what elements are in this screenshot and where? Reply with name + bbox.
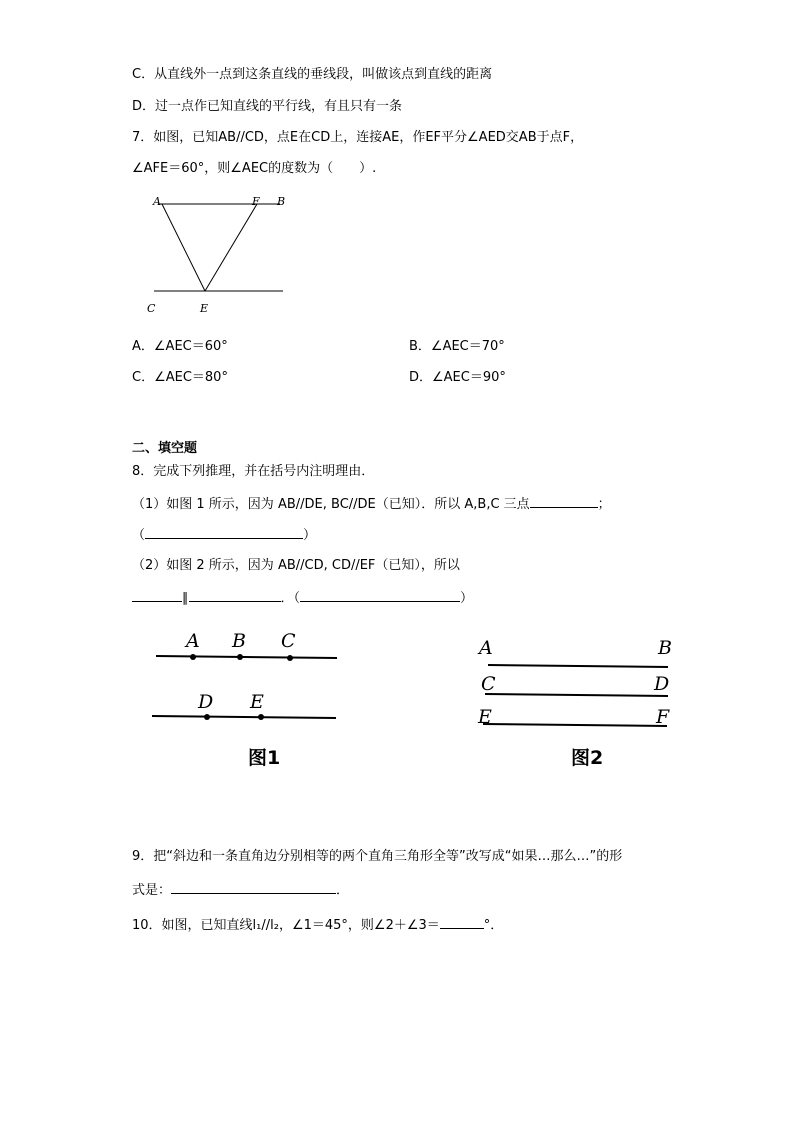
- fig2-label-e: E: [478, 706, 492, 728]
- question-8-part1: [132, 494, 611, 514]
- question-10: [132, 915, 503, 935]
- question-7-stem: 7．如图，已知AB//CD，点E在CD上，连接AE，作EF平分∠AED交AB于点F，: [132, 130, 584, 145]
- q9-blank[interactable]: [171, 880, 336, 894]
- line-ef-fig2: [483, 724, 667, 726]
- label-a: A: [153, 195, 161, 208]
- fig1-label-e: E: [250, 691, 264, 713]
- q8-blank-4[interactable]: [189, 588, 281, 602]
- q7-option-c: C．∠AEC＝80°: [132, 370, 228, 385]
- fig2-label-d: D: [654, 673, 670, 695]
- line-abc: [156, 656, 337, 658]
- option-d-q6: D．过一点作已知直线的平行线，有且只有一条: [132, 99, 403, 114]
- q8-blank-1[interactable]: [530, 494, 598, 508]
- question-9-line1: 9．把“斜边和一条直角边分别相等的两个直角三角形全等”改写成“如果…那么…”的形: [132, 849, 623, 864]
- q10-blank[interactable]: [440, 915, 484, 929]
- q7-option-a: A．∠AEC＝60°: [132, 339, 228, 354]
- q8-blank-3[interactable]: [132, 588, 182, 602]
- question-7-stem-continued: ∠AFE＝60°，则∠AEC的度数为（ ）.: [132, 161, 377, 176]
- q7-option-b: B．∠AEC＝70°: [409, 339, 505, 354]
- fig1-label-a: A: [186, 630, 200, 652]
- q10-text: 10．如图，已知直线l₁//l₂，∠1＝45°，则∠2＋∠3＝: [132, 918, 440, 933]
- label-c: C: [147, 302, 156, 315]
- point-e: [258, 714, 264, 720]
- point-d: [204, 714, 210, 720]
- fig1-label-d: D: [198, 691, 214, 713]
- label-b: B: [277, 195, 286, 208]
- line-de: [152, 716, 336, 718]
- question-9-line2: [132, 880, 349, 900]
- q9-end: ．: [336, 883, 350, 898]
- option-c-q6: C．从直线外一点到这条直线的垂线段，叫做该点到直线的距离: [132, 67, 493, 82]
- segment-fe: [205, 204, 257, 291]
- fig1-label-b: B: [232, 630, 246, 652]
- label-f: F: [252, 195, 260, 208]
- section-title: 二、填空题: [132, 441, 198, 456]
- fig2-label-f: F: [656, 706, 670, 728]
- point-c: [287, 655, 293, 661]
- fig1-label-c: C: [281, 630, 296, 652]
- q8-paren-open: （: [132, 528, 146, 543]
- question-8-part2-answer: [132, 588, 473, 608]
- figure-1-caption: 图1: [248, 747, 281, 769]
- q8-blank-5[interactable]: [300, 588, 460, 602]
- figure-2-caption: 图2: [571, 747, 604, 769]
- fig2-label-b: B: [658, 637, 672, 659]
- q8-part2-mid: ．（: [280, 591, 301, 606]
- q8-part1-end: ；: [597, 497, 611, 512]
- q8-part1-text: （1）如图 1 所示，因为 AB//DE, BC//DE（已知）．所以 A,B,C 三点: [132, 497, 530, 512]
- point-a: [190, 654, 196, 660]
- q8-paren-close: ）: [303, 528, 317, 543]
- fig2-label-c: C: [481, 673, 496, 695]
- question-8-part2: （2）如图 2 所示，因为 AB//CD, CD//EF（已知），所以: [132, 558, 460, 573]
- label-e: E: [200, 302, 209, 315]
- q8-parallel-symbol: ∥: [182, 591, 189, 606]
- segment-ae: [162, 204, 205, 291]
- q7-option-d: D．∠AEC＝90°: [409, 370, 506, 385]
- q7-triangle-figure: [140, 190, 300, 320]
- figure-1: [150, 625, 350, 735]
- q9-prefix: 式是：: [132, 883, 172, 898]
- line-ab-fig2: [488, 665, 668, 667]
- point-b: [237, 654, 243, 660]
- question-8-part1-reason: [132, 525, 316, 545]
- q8-blank-2[interactable]: [145, 525, 303, 539]
- figure-2: [475, 630, 685, 735]
- question-8-stem: 8．完成下列推理，并在括号内注明理由．: [132, 464, 375, 479]
- q10-end: °．: [483, 918, 504, 933]
- q8-part2-close: ）: [460, 591, 474, 606]
- fig2-label-a: A: [479, 637, 493, 659]
- line-cd-fig2: [485, 694, 668, 696]
